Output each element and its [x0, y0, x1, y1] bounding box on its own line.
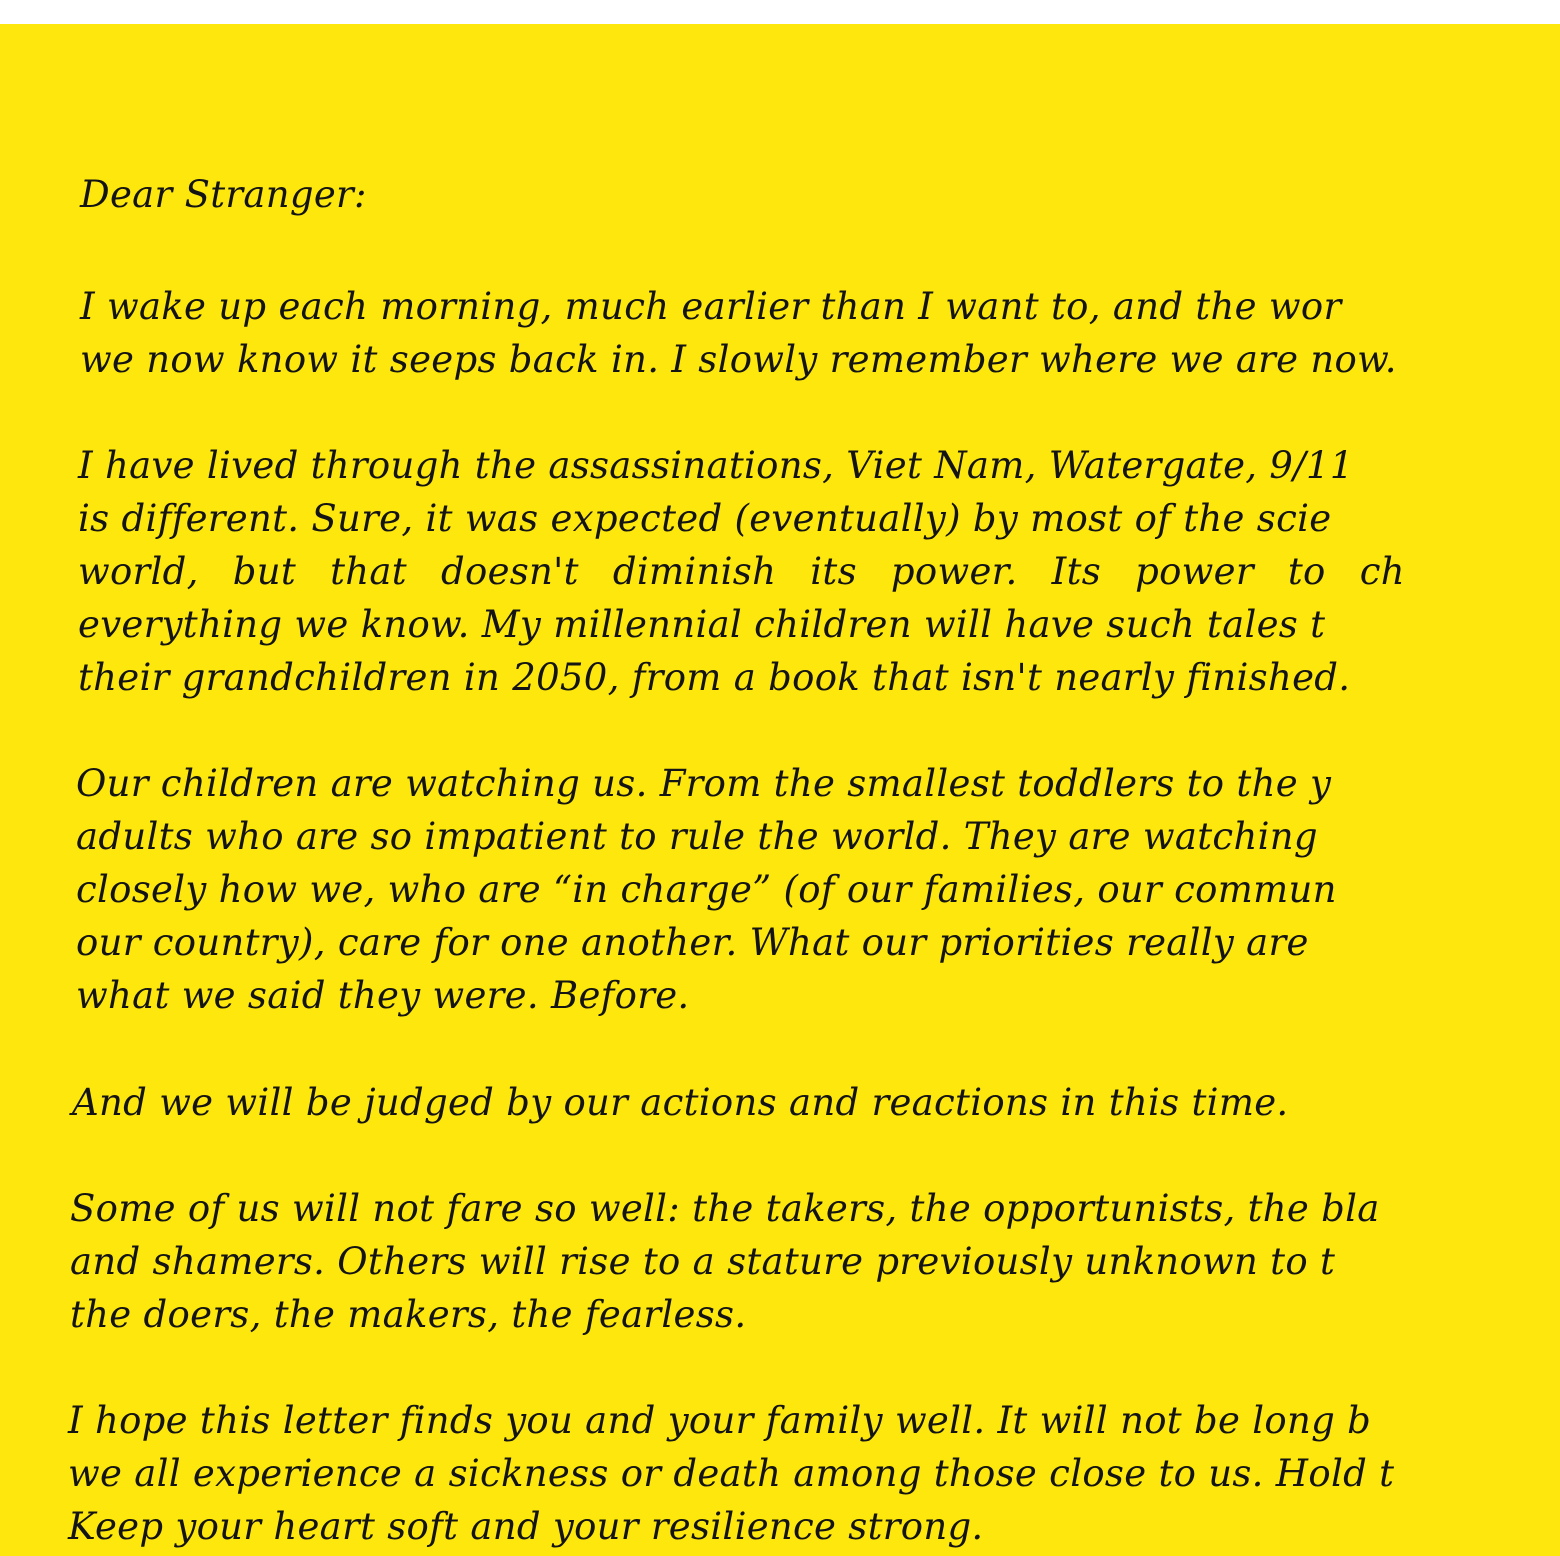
- paragraph-3-line-3: closely how we, who are “in charge” (of our families, our commun: [76, 868, 1337, 911]
- paragraph-5-line-2: and shamers. Others will rise to a stature previously unknown to t: [70, 1240, 1336, 1283]
- paragraph-3-line-4: our country), care for one another. What our priorities really are: [76, 921, 1309, 964]
- paragraph-2-line-2: is different. Sure, it was expected (eventually) by most of the scie: [78, 497, 1332, 540]
- paragraph-2-line-5: their grandchildren in 2050, from a book that isn't nearly finished.: [78, 656, 1351, 699]
- salutation: Dear Stranger:: [80, 173, 367, 216]
- paragraph-2-line-1: I have lived through the assassinations, Viet Nam, Watergate, 9/11: [78, 444, 1354, 487]
- paragraph-2-line-4: everything we know. My millennial children will have such tales t: [78, 603, 1326, 646]
- paragraph-5-line-3: the doers, the makers, the fearless.: [70, 1293, 747, 1336]
- paragraph-3-line-1: Our children are watching us. From the smallest toddlers to the y: [76, 762, 1332, 805]
- paragraph-2-line-3: world, but that doesn't diminish its power. Its power to ch: [78, 550, 1405, 593]
- paragraph-1-line-2: we now know it seeps back in. I slowly remember where we are now.: [80, 338, 1397, 381]
- paragraph-6-line-3: Keep your heart soft and your resilience strong.: [68, 1505, 984, 1548]
- paragraph-1-line-1: I wake up each morning, much earlier than I want to, and the wor: [80, 285, 1342, 328]
- paragraph-6-line-2: we all experience a sickness or death among those close to us. Hold t: [68, 1452, 1395, 1495]
- paragraph-3-line-2: adults who are so impatient to rule the world. They are watching: [76, 815, 1318, 858]
- letter-body: [0, 24, 1560, 1556]
- paragraph-6-line-1: I hope this letter finds you and your family well. It will not be long b: [68, 1399, 1372, 1442]
- letter-page: [0, 24, 1560, 1556]
- paragraph-5-line-1: Some of us will not fare so well: the takers, the opportunists, the bla: [70, 1187, 1380, 1230]
- paragraph-4-line-1: And we will be judged by our actions and reactions in this time.: [72, 1081, 1289, 1124]
- paragraph-3-line-5: what we said they were. Before.: [76, 974, 690, 1017]
